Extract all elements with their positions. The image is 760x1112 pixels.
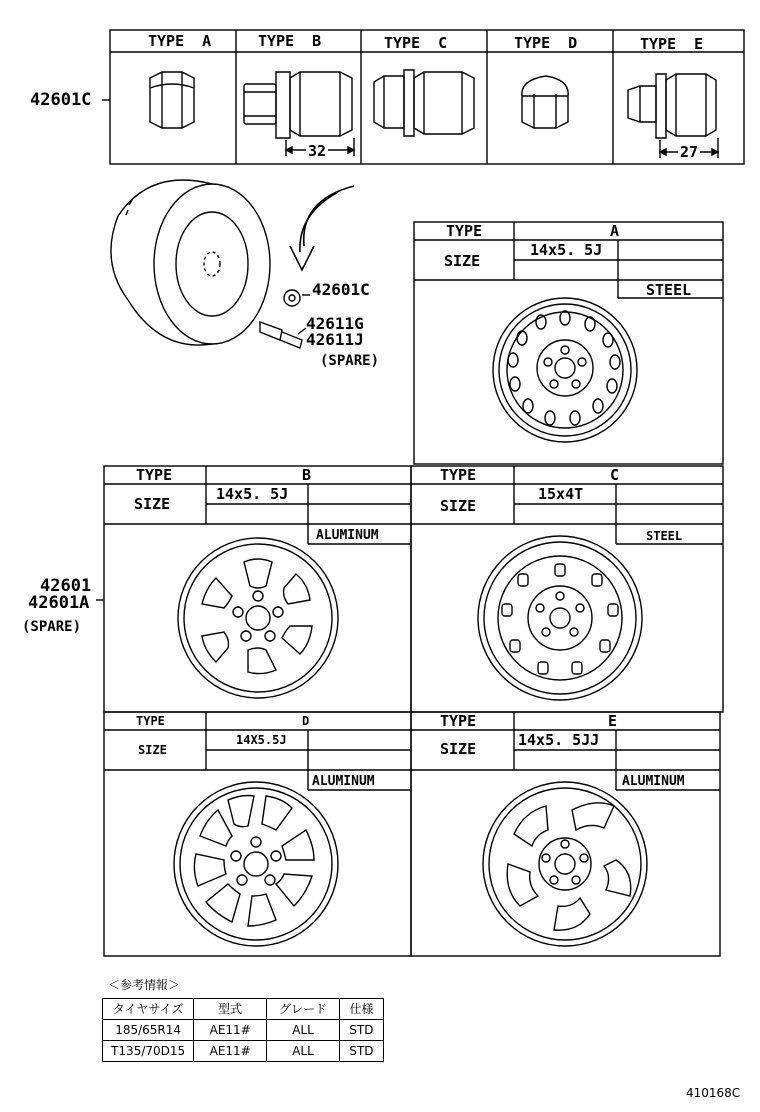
type-c-type-label: TYPE — [440, 466, 477, 484]
reference-cell: ALL — [267, 1020, 340, 1041]
type-b-size-value: 14x5. 5J — [216, 485, 289, 503]
type-c-size-value: 15x4T — [538, 485, 584, 503]
reference-header-spec: 仕様 — [339, 999, 383, 1020]
exploded-bolt-note: (SPARE) — [320, 353, 380, 369]
nut-type-a-header: TYPE A — [148, 32, 212, 50]
reference-cell: AE11# — [194, 1041, 267, 1062]
reference-header-tire: タイヤサイズ — [103, 999, 194, 1020]
type-b-material: ALUMINUM — [316, 528, 379, 543]
type-c-size-label: SIZE — [440, 497, 477, 515]
reference-cell: 185/65R14 — [103, 1020, 194, 1041]
reference-header-grade: グレード — [267, 999, 340, 1020]
type-e-size-value: 14x5. 5JJ — [518, 731, 600, 749]
type-e-type-value: E — [608, 712, 618, 730]
diagram-id: 410168C — [686, 1086, 741, 1100]
wheel-type-d-drawing — [174, 782, 338, 946]
reference-header-model: 型式 — [194, 999, 267, 1020]
type-d-size-label: SIZE — [138, 743, 167, 757]
nut-part-number: 42601C — [30, 90, 92, 110]
wheel-spare-note: (SPARE) — [22, 619, 82, 635]
reference-header-row — [103, 999, 384, 1020]
type-e-material: ALUMINUM — [622, 774, 685, 789]
nut-e-dimension: 27 — [680, 143, 699, 161]
type-e-size-label: SIZE — [440, 740, 477, 758]
wheel-part-number-1: 42601 — [40, 576, 92, 596]
nut-type-c-icon — [374, 70, 474, 136]
wheel-type-c-drawing — [478, 536, 642, 700]
exploded-nut-part: 42601C — [312, 280, 370, 299]
type-e-type-label: TYPE — [440, 712, 477, 730]
type-a-type-label: TYPE — [446, 222, 483, 240]
wheel-type-e-drawing — [483, 782, 647, 946]
reference-cell: STD — [339, 1041, 383, 1062]
type-a-material: STEEL — [646, 281, 692, 299]
nut-b-dimension: 32 — [308, 142, 327, 160]
reference-cell: T135/70D15 — [103, 1041, 194, 1062]
nut-type-d-icon — [522, 76, 568, 128]
nut-type-a-icon — [150, 72, 194, 128]
nut-type-b-icon — [244, 72, 354, 156]
type-a-size-label: SIZE — [444, 252, 481, 270]
wheel-type-b-drawing — [178, 538, 338, 698]
type-b-type-value: B — [302, 466, 312, 484]
exploded-bolt-part-1: 42611G — [306, 314, 364, 333]
nut-type-c-header: TYPE C — [384, 34, 448, 52]
exploded-bolt-part-2: 42611J — [306, 330, 364, 349]
type-c-material: STEEL — [646, 529, 683, 543]
type-a-type-value: A — [610, 222, 620, 240]
type-b-type-label: TYPE — [136, 466, 173, 484]
reference-cell: AE11# — [194, 1020, 267, 1041]
type-d-size-value: 14X5.5J — [236, 733, 287, 747]
nut-type-b-header: TYPE B — [258, 32, 322, 50]
nut-type-e-icon — [628, 74, 718, 161]
reference-table — [102, 998, 384, 1062]
table-row — [103, 1041, 384, 1062]
wheel-type-a-drawing — [493, 298, 637, 442]
reference-cell: STD — [339, 1020, 383, 1041]
table-row — [103, 1020, 384, 1041]
nut-type-d-header: TYPE D — [514, 34, 578, 52]
nut-type-e-header: TYPE E — [640, 35, 704, 53]
type-b-size-label: SIZE — [134, 495, 171, 513]
type-c-type-value: C — [610, 466, 620, 484]
reference-caption: ＜参考情報＞ — [108, 978, 181, 992]
wheel-part-number-2: 42601A — [28, 593, 90, 613]
reference-cell: ALL — [267, 1041, 340, 1062]
type-d-type-value: D — [302, 714, 310, 728]
type-d-material: ALUMINUM — [312, 774, 375, 789]
type-d-type-label: TYPE — [136, 714, 165, 728]
type-a-size-value: 14x5. 5J — [530, 241, 603, 259]
